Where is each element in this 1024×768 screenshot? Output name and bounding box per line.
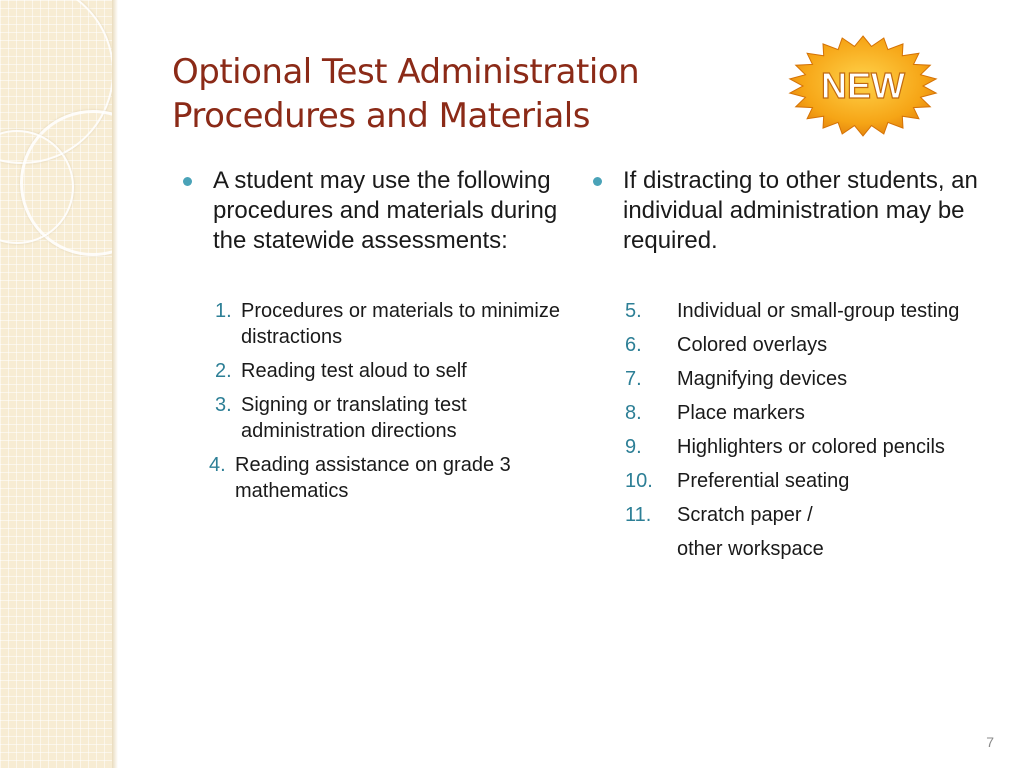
list-item xyxy=(593,366,983,392)
left-intro-bullet xyxy=(183,166,573,256)
item-number: 8. xyxy=(625,402,642,424)
item-text: Colored overlays xyxy=(677,334,828,356)
list-item xyxy=(183,452,573,504)
list-item xyxy=(593,298,983,324)
item-number: 7. xyxy=(625,368,642,390)
item-text: Preferential seating xyxy=(677,470,850,492)
list-item xyxy=(183,298,573,350)
item-text: Reading test aloud to self xyxy=(241,360,467,382)
bullet-dot-icon xyxy=(183,177,192,186)
item-number: 1. xyxy=(215,300,232,322)
decorative-sidebar xyxy=(0,0,112,768)
item-text: Reading assistance on grade 3 mathematics xyxy=(235,454,511,502)
left-column xyxy=(183,166,573,512)
item-text-line-2: other workspace xyxy=(677,538,824,560)
badge-text: NEW xyxy=(821,65,905,106)
item-text: Individual or small-group testing xyxy=(677,300,960,322)
item-number: 4. xyxy=(209,454,226,476)
bullet-dot-icon xyxy=(593,177,602,186)
item-text xyxy=(677,502,983,562)
item-text: Place markers xyxy=(677,402,805,424)
new-badge-icon xyxy=(786,34,940,138)
right-intro-bullet xyxy=(593,166,983,256)
item-text: Magnifying devices xyxy=(677,368,848,390)
item-number: 6. xyxy=(625,334,642,356)
list-item xyxy=(593,434,983,460)
list-item xyxy=(593,468,983,494)
list-item xyxy=(593,332,983,358)
right-column xyxy=(593,166,983,570)
item-number: 11. xyxy=(625,504,652,526)
slide-title xyxy=(172,50,772,138)
title-line-2: Procedures and Materials xyxy=(172,96,590,136)
page-number: 7 xyxy=(986,734,994,750)
left-numbered-list xyxy=(183,298,573,504)
item-number: 9. xyxy=(625,436,642,458)
item-text: Signing or translating test administration directions xyxy=(241,394,467,442)
left-intro-text: A student may use the following procedures and materials during the statewide assessments: xyxy=(213,167,558,254)
list-item xyxy=(593,502,983,562)
item-number: 10. xyxy=(625,470,653,492)
item-number: 5. xyxy=(625,300,642,322)
title-line-1: Optional Test Administration xyxy=(172,52,640,92)
right-numbered-list xyxy=(593,298,983,562)
list-item xyxy=(183,358,573,384)
sidebar-edge xyxy=(112,0,118,768)
right-intro-text: If distracting to other students, an individual administration may be required. xyxy=(623,167,978,254)
item-number: 3. xyxy=(215,394,232,416)
list-item xyxy=(183,392,573,444)
item-text: Procedures or materials to minimize distractions xyxy=(241,300,560,348)
item-text: Highlighters or colored pencils xyxy=(677,436,945,458)
item-number: 2. xyxy=(215,360,232,382)
item-text-line-1: Scratch paper / xyxy=(677,504,813,526)
list-item xyxy=(593,400,983,426)
